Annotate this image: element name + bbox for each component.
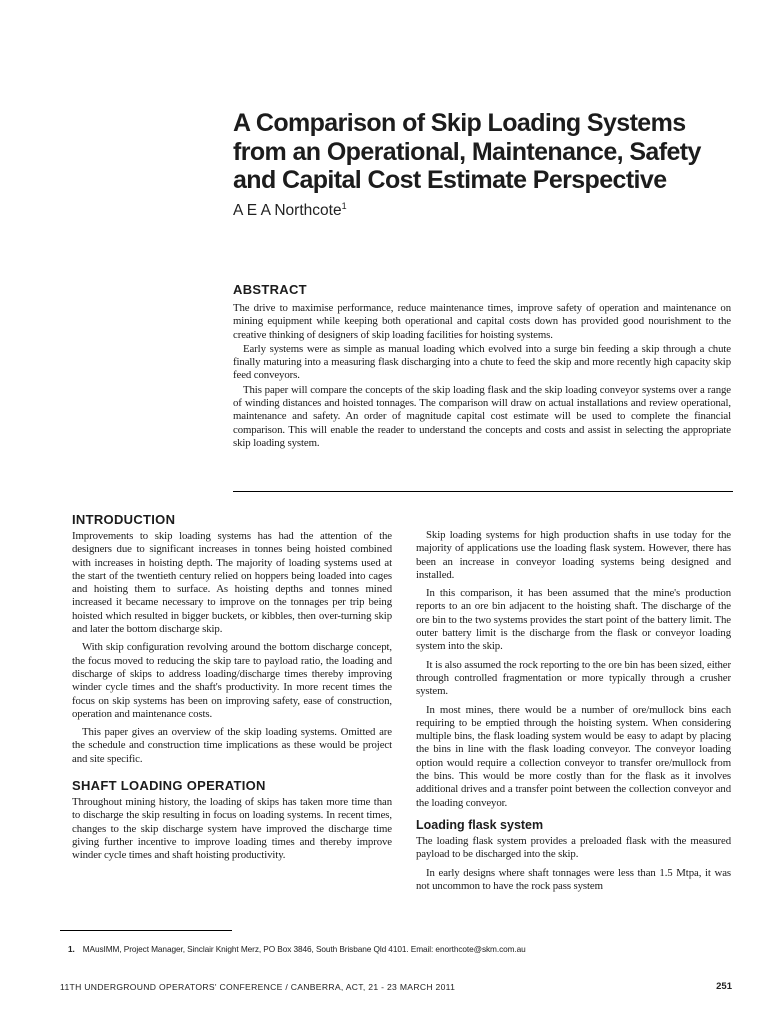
- body-paragraph: The loading flask system provides a preloaded flask with the measured payload to be discharged into the skip.: [416, 834, 731, 861]
- right-column: [416, 529, 731, 893]
- title-block: [233, 109, 743, 220]
- body-paragraph: In most mines, there would be a number of ore/mullock bins each requiring to be emptied through the hoisting system. When considering multiple bins, the flask loading system would be easy to adapt by placing the bins in line with the flask loading conveyor. The conveyor loading option would require a collection conveyor to transfer ore/mullock from the bins. This would be more costly than for the flask as it involves additional drives and a transfer point between the collection conveyor and the loading conveyor.: [416, 703, 731, 809]
- abstract-divider: [233, 491, 733, 492]
- author-name: A E A Northcote: [233, 201, 342, 219]
- abstract-section: [233, 282, 731, 450]
- footnote-number: 1.: [68, 944, 75, 954]
- body-paragraph: This paper gives an overview of the skip loading systems. Omitted are the schedule and construction time implications as these would be project and site specific.: [72, 726, 392, 765]
- paper-title: A Comparison of Skip Loading Systems from an Operational, Maintenance, Safety and Capital Cost Estimate Perspective: [233, 109, 701, 194]
- shaft-loading-heading: SHAFT LOADING OPERATION: [72, 778, 266, 794]
- page-number: 251: [716, 981, 732, 992]
- body-paragraph: Improvements to skip loading systems has had the attention of the designers due to significant increases in tonnes being hoisted combined with increases in hoisting depth. The majority of loading systems used at the start of the twentieth century relied on hoppers being loaded into cages and hoisting them to surface. As hoisting depths and tonnes mined increased it became necessary to improve on the tonnages per trip being hoisted which resulted in bigger buckets, or kibbles, then over-turning skip and later the bottom discharge skip.: [72, 530, 392, 636]
- body-paragraph: Throughout mining history, the loading of skips has taken more time than to discharge the skip resulting in focus on loading systems. In recent times, changes to the skip discharge system have improved the discharge time giving further incentive to improve loading times and thereby improve winder cycle times and shaft hoisting productivity.: [72, 796, 392, 862]
- body-paragraph: In this comparison, it has been assumed that the mine's production reports to an ore bin adjacent to the hoisting shaft. The discharge of the ore bin to the two systems provides the start point of the battery limit. The outer battery limit is the discharge from the flask or conveyor loading system into the skip.: [416, 587, 731, 653]
- footnote-text: MAusIMM, Project Manager, Sinclair Knight Merz, PO Box 3846, South Brisbane Qld 4101. Email: enorthcote@skm.com.au: [82, 944, 526, 954]
- footnote-divider: [60, 930, 232, 931]
- footnote: [68, 944, 708, 954]
- body-paragraph: In early designs where shaft tonnages were less than 1.5 Mtpa, it was not uncommon to have the rock pass system: [416, 866, 731, 892]
- abstract-paragraph: This paper will compare the concepts of the skip loading flask and the skip loading conveyor systems over a range of winding distances and hoisted tonnages. The comparison will draw on actual installations and review operational, maintenance and safety. An order of magnitude capital cost estimate will be used to complete the financial comparison. This will enable the reader to understand the concepts and costs and assist in selecting the appropriate skip loading system.: [233, 383, 731, 449]
- loading-flask-subheading: Loading flask system: [416, 817, 544, 832]
- left-column: [72, 512, 392, 863]
- body-paragraph: With skip configuration revolving around the bottom discharge concept, the focus moved to reducing the skip tare to payload ratio, the loading and discharge of skips to address loading/discharge times thereby improving winder cycle times and the shaft's productivity. In more recent times the focus on skip systems has been on improving safety, ease of construction, operation and maintenance costs.: [72, 641, 392, 720]
- body-paragraph: It is also assumed the rock reporting to the ore bin has been sized, either through controlled fragmentation or more typically through a crusher system.: [416, 658, 731, 698]
- abstract-heading: ABSTRACT: [233, 282, 307, 297]
- body-paragraph: Skip loading systems for high production shafts in use today for the majority of applications use the loading flask system. However, there has been an increase in conveyor loading systems being designed and installed.: [416, 529, 731, 581]
- abstract-paragraph: Early systems were as simple as manual loading which evolved into a surge bin feeding a skip through a chute finally maturing into a measuring flask discharging into a chute to feed the skip and more recently high capacity skip feed conveyors.: [233, 342, 731, 382]
- running-footer: 11TH UNDERGROUND OPERATORS' CONFERENCE / CANBERRA, ACT, 21 - 23 MARCH 2011: [60, 982, 456, 992]
- introduction-heading: INTRODUCTION: [72, 512, 176, 527]
- abstract-paragraph: The drive to maximise performance, reduce maintenance times, improve safety of operation and maintenance on mining equipment while keeping both operational and capital costs down has provided good nourishment to the creative thinking of designers of skip loading facilities for hoisting systems.: [233, 302, 731, 341]
- author-line: [233, 201, 743, 220]
- author-footnote-mark: 1: [341, 200, 347, 211]
